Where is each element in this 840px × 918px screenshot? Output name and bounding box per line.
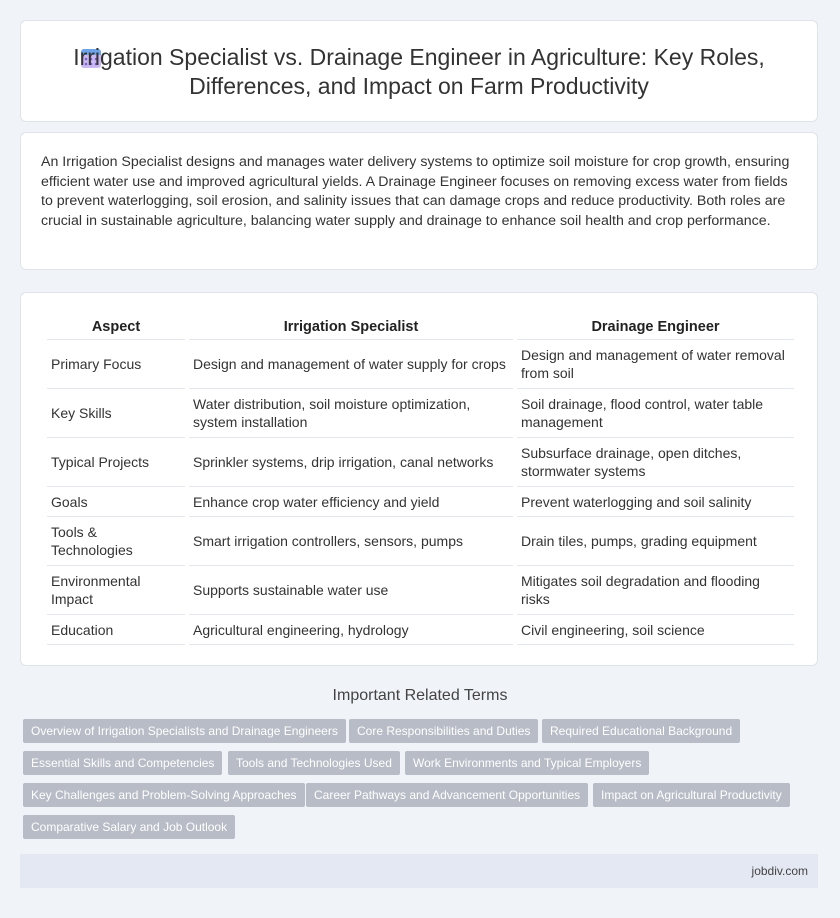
cell-aspect: Key Skills [47,389,185,438]
table-row [47,389,794,438]
header-irrigation-specialist: Irrigation Specialist [189,313,513,340]
table-row [47,615,794,645]
cell-irrigation: Design and management of water supply for crops [189,340,513,389]
related-term-tag[interactable]: Required Educational Background [542,719,740,743]
cell-drainage: Civil engineering, soil science [517,615,794,645]
cell-aspect: Tools & Technologies [47,517,185,566]
cell-irrigation: Supports sustainable water use [189,566,513,615]
table-row [47,438,794,487]
cell-aspect: Environmental Impact [47,566,185,615]
header-aspect: Aspect [47,313,185,340]
cell-irrigation: Sprinkler systems, drip irrigation, canal networks [189,438,513,487]
comparison-card [20,292,818,666]
cell-irrigation: Enhance crop water efficiency and yield [189,487,513,517]
cell-drainage: Design and management of water removal from soil [517,340,794,389]
intro-paragraph: An Irrigation Specialist designs and manages water delivery systems to optimize soil moisture for crop growth, ensuring efficient water use and improved agricultural yields. A Drainage Engineer focuses on removing excess water from fields to prevent waterlogging, soil erosion, and salinity issues that can damage crops and reduce productivity. Both roles are crucial in sustainable agriculture, balancing water supply and drainage to enhance soil health and crop performance. [41,154,790,229]
comparison-table [43,313,798,645]
related-term-tag[interactable]: Impact on Agricultural Productivity [593,783,790,807]
table-row [47,517,794,566]
cell-drainage: Prevent waterlogging and soil salinity [517,487,794,517]
page-title: Irrigation Specialist vs. Drainage Engineer in Agriculture: Key Roles, Differences, and Impact on Farm Productivity [73,44,765,99]
footer-site-link[interactable]: jobdiv.com [751,864,808,878]
related-term-tag[interactable]: Essential Skills and Competencies [23,751,222,775]
table-row [47,487,794,517]
related-term-tag[interactable]: Overview of Irrigation Specialists and Drainage Engineers [23,719,346,743]
cell-aspect: Primary Focus [47,340,185,389]
header-card [20,20,818,122]
cell-irrigation: Agricultural engineering, hydrology [189,615,513,645]
cell-irrigation: Smart irrigation controllers, sensors, pumps [189,517,513,566]
table-row [47,340,794,389]
related-term-tag[interactable]: Career Pathways and Advancement Opportunities [306,783,588,807]
cell-aspect: Goals [47,487,185,517]
related-term-tag[interactable]: Comparative Salary and Job Outlook [23,815,235,839]
related-term-tag[interactable]: Tools and Technologies Used [228,751,400,775]
cell-drainage: Soil drainage, flood control, water table management [517,389,794,438]
intro-card [20,132,818,270]
cell-aspect: Education [47,615,185,645]
footer-bar [20,854,818,888]
cell-drainage: Subsurface drainage, open ditches, stormwater systems [517,438,794,487]
cell-aspect: Typical Projects [47,438,185,487]
header-drainage-engineer: Drainage Engineer [517,313,794,340]
related-term-tag[interactable]: Key Challenges and Problem-Solving Approaches [23,783,305,807]
cell-drainage: Mitigates soil degradation and flooding risks [517,566,794,615]
cell-drainage: Drain tiles, pumps, grading equipment [517,517,794,566]
cell-irrigation: Water distribution, soil moisture optimization, system installation [189,389,513,438]
table-row [47,566,794,615]
related-term-tag[interactable]: Work Environments and Typical Employers [405,751,649,775]
related-terms-title: Important Related Terms [332,687,508,704]
related-term-tag[interactable]: Core Responsibilities and Duties [349,719,538,743]
table-header-row [47,313,794,340]
